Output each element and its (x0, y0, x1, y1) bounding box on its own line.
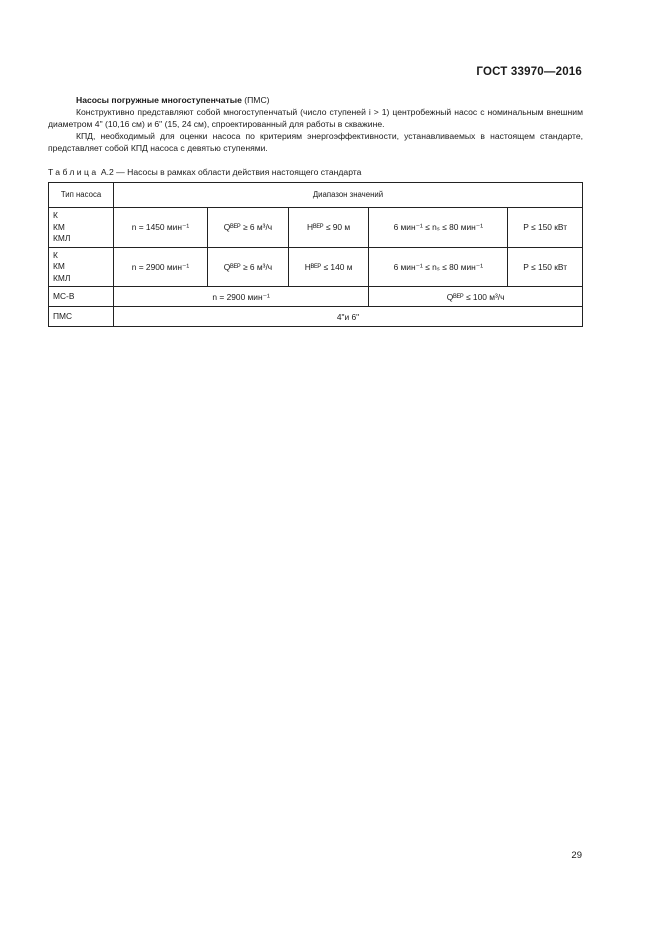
table-row (49, 208, 583, 248)
page-number: 29 (571, 850, 582, 861)
pump-type: КМЛ (53, 272, 71, 283)
speed-cell: n = 2900 мин⁻¹ (114, 247, 208, 287)
power-cell: P ≤ 150 кВт (508, 208, 583, 248)
pump-type: КМ (53, 221, 65, 232)
flow-cell: Qᴮᴱᴾ ≥ 6 м³/ч (207, 208, 288, 248)
pump-type-cell (49, 208, 114, 248)
flow-cell: Qᴮᴱᴾ ≥ 6 м³/ч (207, 247, 288, 287)
pump-type-cell (49, 247, 114, 287)
table-caption (48, 166, 583, 178)
power-cell: P ≤ 150 кВт (508, 247, 583, 287)
section-title (48, 94, 583, 106)
paragraph-efficiency: КПД, необходимый для оценки насоса по критериям энергоэффективности, устанавливаемых в настоящем стандарте, представляет собой КПД насоса с девятью ступенями. (48, 131, 583, 153)
table-caption-label: Таблица (48, 167, 99, 177)
diameter-cell: 4"и 6" (114, 307, 583, 327)
paragraph-construction: Конструктивно представляют собой многоступенчатый (число ступеней i > 1) центробежный насос с номинальным внешним диаметром 4" (10,16 см) и 6" (15, 24 см), спроектированный для работы в скважине. (48, 107, 583, 129)
pump-type-cell: ПМС (49, 307, 114, 327)
table-row (49, 287, 583, 307)
specific-speed-cell: 6 мин⁻¹ ≤ nₛ ≤ 80 мин⁻¹ (369, 208, 508, 248)
pump-type: К (53, 210, 58, 220)
head-cell: Hᴮᴱᴾ ≤ 140 м (289, 247, 369, 287)
section-title-bold: Насосы погружные многоступенчатые (76, 95, 242, 105)
pump-table (48, 182, 583, 327)
speed-cell: n = 2900 мин⁻¹ (114, 287, 369, 307)
header-pump-type: Тип насоса (49, 183, 114, 208)
table-caption-text: А.2 — Насосы в рамках области действия настоящего стандарта (98, 167, 362, 177)
specific-speed-cell: 6 мин⁻¹ ≤ nₛ ≤ 80 мин⁻¹ (369, 247, 508, 287)
table-row (49, 247, 583, 287)
pump-type-cell: МС-В (49, 287, 114, 307)
flow-cell: Qᴮᴱᴾ ≤ 100 м³/ч (369, 287, 583, 307)
header-value-range: Диапазон значений (114, 183, 583, 208)
speed-cell: n = 1450 мин⁻¹ (114, 208, 208, 248)
pump-type: КМЛ (53, 233, 71, 243)
document-id: ГОСТ 33970—2016 (476, 66, 582, 78)
table-row (49, 307, 583, 327)
head-cell: Hᴮᴱᴾ ≤ 90 м (289, 208, 369, 248)
section-title-rest: (ПМС) (241, 95, 270, 105)
page-content (48, 94, 583, 327)
pump-type: КМ (53, 261, 65, 271)
pump-type: К (53, 249, 58, 260)
table-header-row (49, 183, 583, 208)
